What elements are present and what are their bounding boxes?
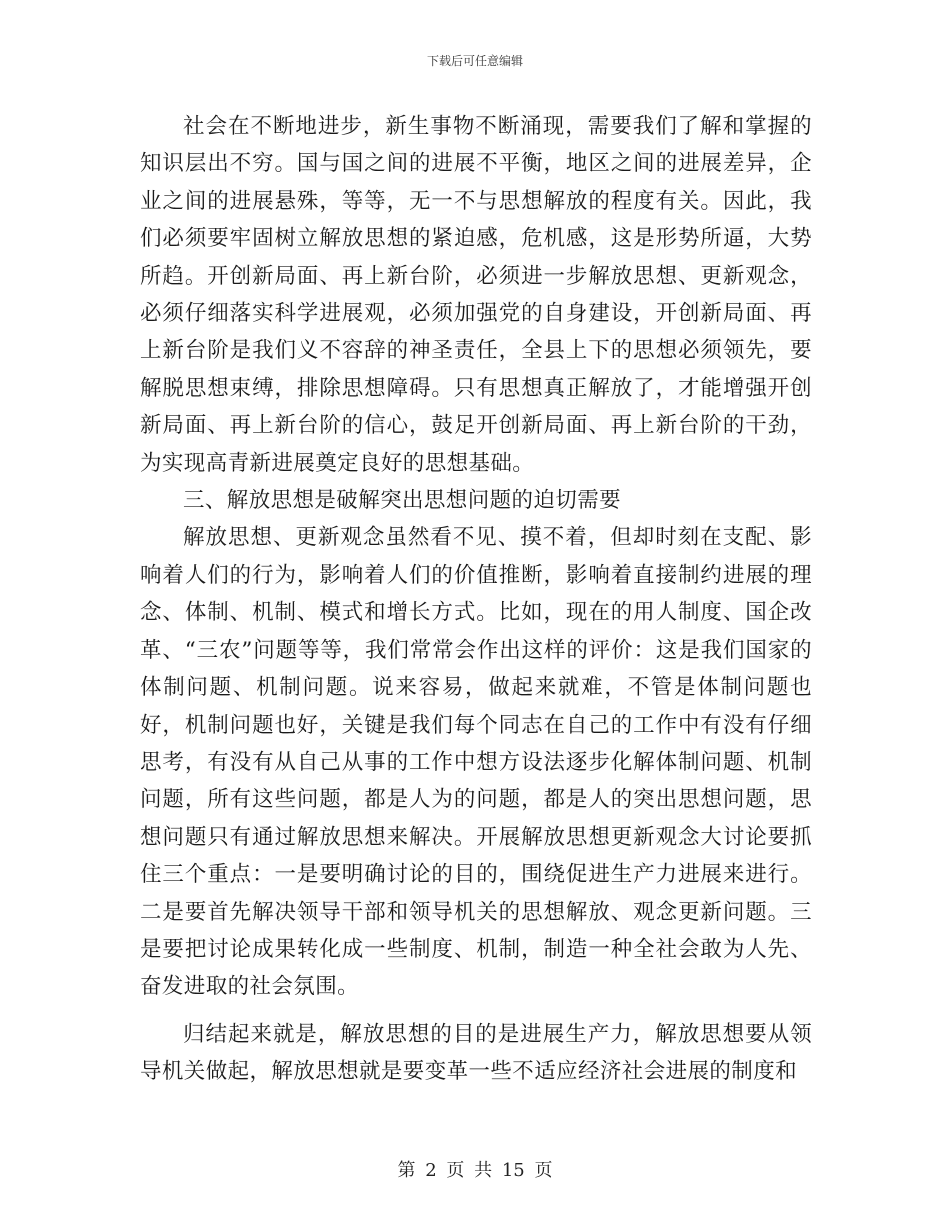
paragraph: 归结起来就是，解放思想的目的是进展生产力，解放思想要从领导机关做起，解放思想就是要变革一些不适应经济社会进展的制度和 (140, 1021, 812, 1085)
page-number: 第 2 页 共 15 页 (397, 1160, 553, 1181)
page-header: 下载后可任意编辑 (426, 54, 523, 68)
paragraph: 解放思想、更新观念虽然看不见、摸不着，但却时刻在支配、影响着人们的行为，影响着人们的价值推断，影响着直接制约进展的理念、体制、机制、模式和增长方式。比如，现在的用人制度、国企改革、“三农”问题等等，我们常常会作出这样的评价：这是我们国家的体制问题、机制问题。说来容易，做起来就难，不管是体制问题也好，机制问题也好，关键是我们每个同志在自己的工作中有没有仔细思考，有没有从自己从事的工作中想方设法逐步化解体制问题、机制问题，所有这些问题，都是人为的问题，都是人的突出思想问题，思想问题只有通过解放思想来解决。开展解放思想更新观念大讨论要抓住三个重点：一是要明确讨论的目的，围绕促进生产力进展来进行。二是要首先解决领导干部和领导机关的思想解放、观念更新问题。三是要把讨论成果转化成一些制度、机制，制造一种全社会敢为人先、奋发进取的社会氛围。 (140, 525, 812, 1000)
document-body (140, 108, 812, 1091)
paragraph: 社会在不断地进步，新生事物不断涌现，需要我们了解和掌握的知识层出不穷。国与国之间的进展不平衡，地区之间的进展差异，企业之间的进展悬殊，等等，无一不与思想解放的程度有关。因此，我们必须要牢固树立解放思想的紧迫感，危机感，这是形势所逼，大势所趋。开创新局面、再上新台阶，必须进一步解放思想、更新观念，必须仔细落实科学进展观，必须加强党的自身建设，开创新局面、再上新台阶是我们义不容辞的神圣责任，全县上下的思想必须领先，要解脱思想束缚，排除思想障碍。只有思想真正解放了，才能增强开创新局面、再上新台阶的信心，鼓足开创新局面、再上新台阶的干劲，为实现高青新进展奠定良好的思想基础。 (140, 114, 812, 476)
section-heading: 三、解放思想是破解突出思想问题的迫切需要 (183, 488, 622, 514)
